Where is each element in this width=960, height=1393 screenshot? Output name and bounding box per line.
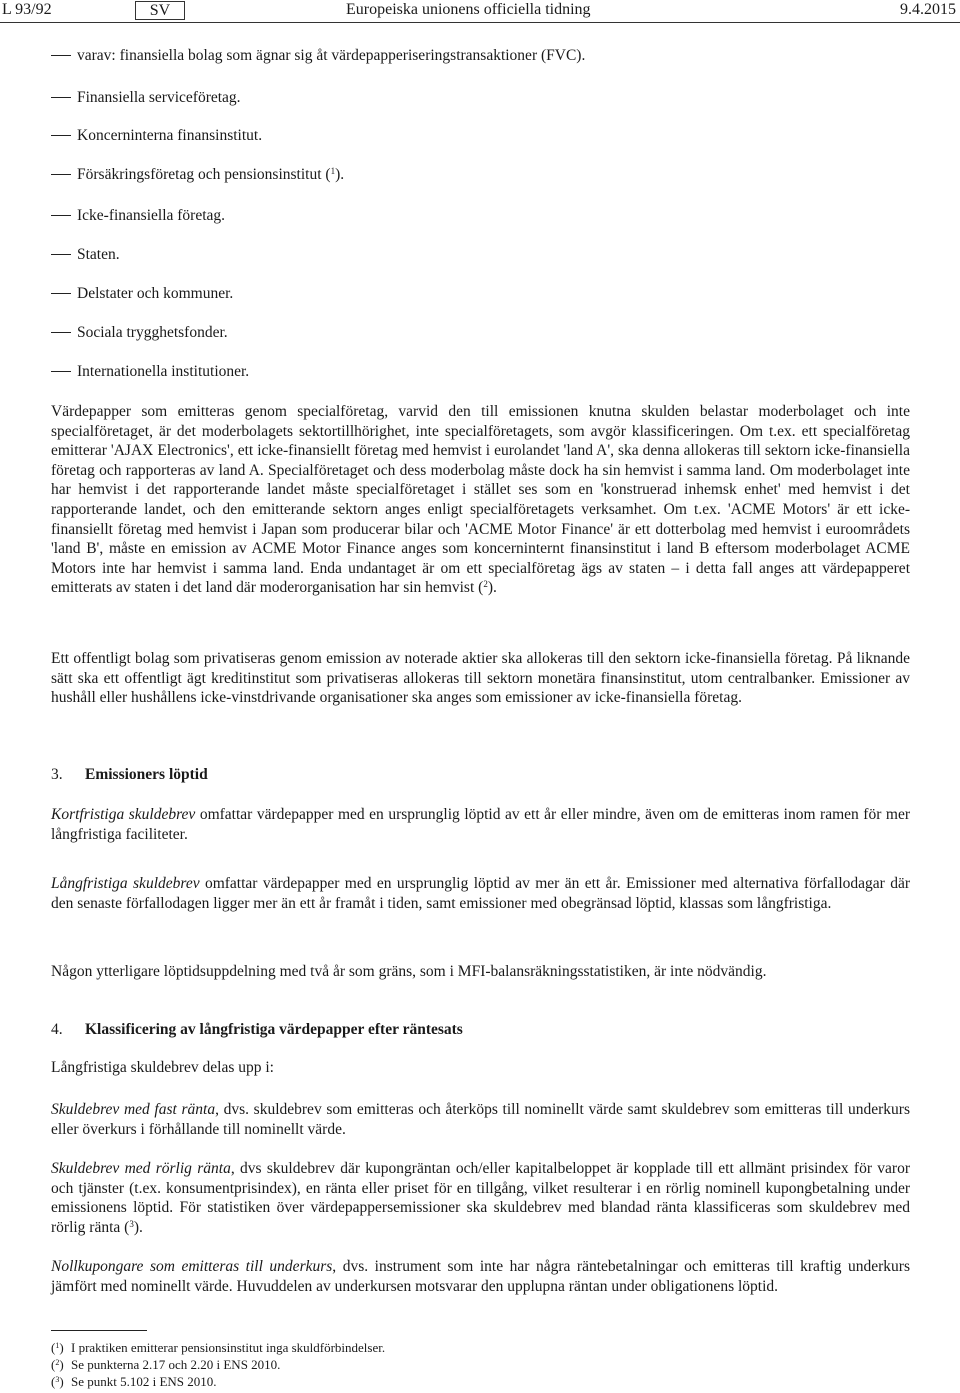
footnote-marker [51,1339,71,1356]
section-number: 4. [51,1021,63,1038]
dash-item [51,165,344,185]
dash-item-text: varav: finansiella bolag som ägnar sig åt värdepapperiseringstransaktioner (FVC). [77,47,586,64]
dash-item [51,362,249,382]
footnote-ref: 2 [483,579,488,590]
footnote [51,1339,385,1356]
paragraph-text: , dvs skuldebrev där kupongräntan och/eller kapitalbeloppet är kopplade till ett allmänt prisindex för varor och tjänster (t.ex. konsumentprisindex), en ränta eller priset för en tillgång, vilket resulterar i en rörlig nominell kupongbetalning under emissionens löptid. För statistiken över värdepappersemissioner ska skuldebrev med blandad ränta klassificeras som skuldebrev med rörlig ränta ( [51,1160,910,1236]
dash-item [51,245,120,265]
footnote-text: Se punkterna 2.17 och 2.20 i ENS 2010. [71,1357,281,1372]
footnote-rule [51,1330,147,1331]
paragraph [51,402,910,598]
footnote-paren: ( [51,1340,56,1355]
paragraph [51,874,910,913]
paragraph [51,1159,910,1237]
dash-mark [51,97,71,98]
footnote-ref: 3 [129,1218,134,1229]
paragraph-text: omfattar värdepapper med en ursprunglig löptid av ett år eller mindre, även om de emitteras inom ramen för mer långfristiga faciliteter. [51,806,911,843]
page-header [0,0,960,22]
paragraph-text: Ett offentligt bolag som privatiseras genom emission av noterade aktier ska allokeras till den sektorn icke-finansiella företag. På liknande sätt ska ett offentligt ägt kreditinstitut som privatiseras allokeras till sektorn monetära finansinstitut, utom centralbanker. Emissioner av hushåll eller hushållens icke-vinstdrivande organisationer ska anges som emissioner av icke-finansiella företag. [51,650,910,707]
section-title: Klassificering av långfristiga värdepapper efter räntesats [85,1021,463,1038]
footnote-marker [51,1356,71,1373]
paragraph [51,962,910,982]
section-heading [51,765,208,785]
paragraph-text: Någon ytterligare löptidsuppdelning med två år som gräns, som i MFI-balansräkningsstatistiken, är inte nödvändig. [51,963,767,980]
footnote-paren: ) [59,1357,64,1372]
dash-item-text: Koncerninterna finansinstitut. [77,127,263,144]
term: Nollkupongare som emitteras till underkurs [51,1258,333,1275]
footnote-text: I praktiken emitterar pensionsinstitut inga skuldförbindelser. [71,1340,386,1355]
publication-date: 9.4.2015 [900,1,956,18]
footnote-number: 3 [55,1375,60,1384]
section-number: 3. [51,766,63,783]
paragraph-text: ). [133,1218,143,1236]
paragraph [51,1257,910,1296]
dash-item-text: Staten. [77,246,120,263]
paragraph-text: , dvs. skuldebrev som emitteras och återköps till nominellt värde samt skuldebrev som emitteras till underkurs eller överkurs i förhållande till nominellt värde. [51,1101,910,1138]
dash-item [51,46,585,66]
dash-item-text: Försäkringsföretag och pensionsinstitut ( [77,166,331,183]
term: Långfristiga skuldebrev [51,875,200,892]
journal-title: Europeiska unionens officiella tidning [346,1,591,18]
footnote [51,1373,217,1390]
dash-item [51,88,241,108]
dash-item-text: Delstater och kommuner. [77,285,234,302]
paragraph-text: Värdepapper som emitteras genom specialföretag, varvid den till emissionen knutna skulden belastar moderbolaget och inte specialföretaget, är det moderbolagets sektortillhörighet, inte specialföretagets, som avgör klassificeringen. Om t.ex. ett specialföretag emitterar 'AJAX Electronics', ett icke-finansiellt företag med hemvist i eurolandet 'land A', ska denna allokeras till sektorn icke-finansiella företag och rapporteras av land A. Specialföretaget och dess moderbolag måste dock ha sin hemvist i samma land. Om moderbolaget inte har hemvist i det rapporterande landet måste specialföretaget i stället ses som en 'konstruerad inhemsk enhet' med hemvist i det rapporterande landet, och den emitterande sektorn anges enligt specialföretagets verksamhet. Om t.ex. 'ACME Motors' är ett icke-finansiellt företag med hemvist i Japan som producerar bilar och 'ACME Motor Finance' är ett dotterbolag med hemvist i euroområdets 'land B', måste en emission av ACME Motor Finance anges som koncerninternt finansinstitut i land B eftersom moderbolaget ACME Motors inte har hemvist i samma land. Enda undantaget är om ett specialföretag ägs av staten – i detta fall anges att värdepapperet emitterats av staten i det land där moderorganisation har sin hemvist ( [51,403,910,597]
section-title: Emissioners löptid [85,766,208,783]
paragraph [51,1100,910,1139]
term: Kortfristiga skuldebrev [51,806,196,823]
language-code-box: SV [135,1,185,20]
dash-item-text: Finansiella serviceföretag. [77,89,241,106]
term: Skuldebrev med fast ränta [51,1101,216,1118]
footnote-marker [51,1373,71,1390]
paragraph [51,649,910,708]
paragraph-text: Långfristiga skuldebrev delas upp i: [51,1059,274,1076]
footnote-ref: 1 [330,166,336,176]
footnote-paren: ( [51,1374,56,1389]
dash-item-text: Icke-finansiella företag. [77,207,226,224]
dash-mark [51,135,71,136]
dash-mark [51,55,71,56]
footnote-number: 2 [55,1358,60,1367]
term: Skuldebrev med rörlig ränta [51,1160,231,1177]
paragraph-text: omfattar värdepapper med en ursprunglig löptid av mer än ett år. Emissioner med alternativa förfallodagar där den senaste förfallodagen ligger mer än ett år framåt i tiden, samt emissioner med obegränsad löptid, klassas som långfristiga. [51,875,910,912]
dash-mark [51,332,71,333]
dash-item-text: Internationella institutioner. [77,363,250,380]
section-heading [51,1020,463,1040]
dash-item [51,323,228,343]
dash-mark [51,254,71,255]
dash-item [51,206,225,226]
dash-item-text: ). [335,166,345,183]
footnote-paren: ( [51,1357,56,1372]
paragraph [51,1058,910,1078]
dash-mark [51,215,71,216]
footnote-paren: ) [59,1374,64,1389]
dash-item-text: Sociala trygghetsfonder. [77,324,228,341]
footnote-number: 1 [55,1341,60,1350]
dash-mark [51,174,71,175]
footnote [51,1356,280,1373]
paragraph [51,805,910,844]
dash-item [51,126,262,146]
paragraph-text: , dvs. instrument som inte har några räntebetalningar och emitteras till kraftig underkurs jämfört med nominellt värde. Huvuddelen av underkursen motsvarar den upplupna räntan under obligationens löptid. [51,1258,910,1295]
dash-mark [51,371,71,372]
footnote-text: Se punkt 5.102 i ENS 2010. [71,1374,217,1389]
dash-item [51,284,233,304]
paragraph-text: ). [487,579,497,597]
page-reference: L 93/92 [2,1,52,18]
footnote-paren: ) [59,1340,64,1355]
dash-mark [51,293,71,294]
header-rule [0,22,960,23]
